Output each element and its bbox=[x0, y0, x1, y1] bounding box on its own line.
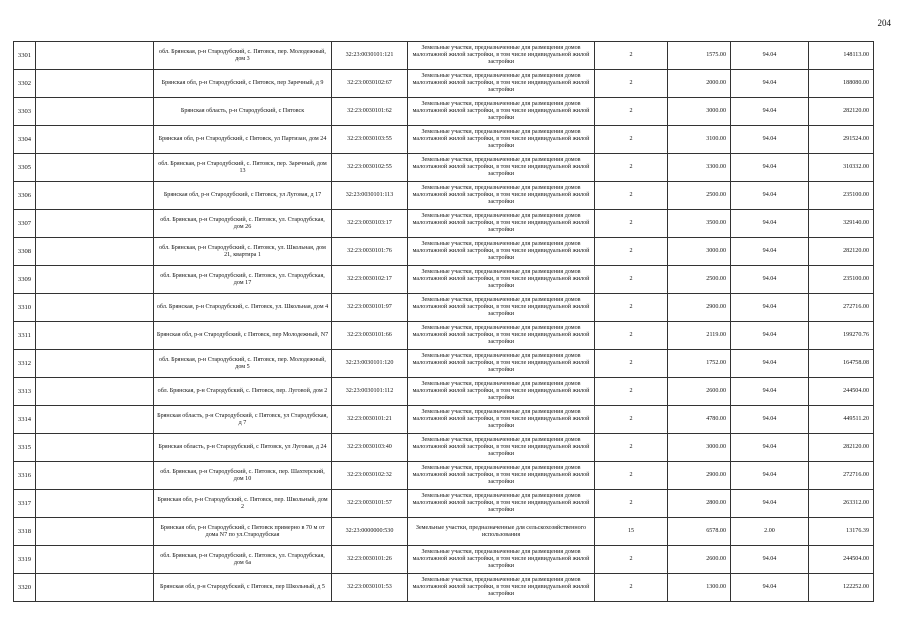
specific-value-cell: 94.04 bbox=[731, 406, 809, 434]
cadastral-value-cell: 263312.00 bbox=[809, 490, 874, 518]
cadastral-number-cell: 32:23:0000000:530 bbox=[332, 518, 408, 546]
table-row bbox=[14, 70, 874, 98]
cadastral-number-cell: 32:23:0030103:55 bbox=[332, 126, 408, 154]
specific-value-cell: 94.04 bbox=[731, 210, 809, 238]
row-number-cell: 3318 bbox=[14, 518, 36, 546]
table-row bbox=[14, 182, 874, 210]
table-row bbox=[14, 294, 874, 322]
empty-cell bbox=[36, 574, 154, 602]
area-cell: 1575.00 bbox=[668, 42, 731, 70]
land-use-cell: Земельные участки, предназначенные для размещения домов малоэтажной жилой застройки, в том числе индивидуальной жилой застройки bbox=[408, 434, 595, 462]
specific-value-cell: 94.04 bbox=[731, 322, 809, 350]
group-cell: 2 bbox=[595, 210, 668, 238]
group-cell: 2 bbox=[595, 42, 668, 70]
land-use-cell: Земельные участки, предназначенные для размещения домов малоэтажной жилой застройки, в том числе индивидуальной жилой застройки bbox=[408, 98, 595, 126]
land-use-cell: Земельные участки, предназначенные для размещения домов малоэтажной жилой застройки, в том числе индивидуальной жилой застройки bbox=[408, 378, 595, 406]
area-cell: 2500.00 bbox=[668, 266, 731, 294]
area-cell: 3000.00 bbox=[668, 434, 731, 462]
row-number-cell: 3320 bbox=[14, 574, 36, 602]
page-number: 204 bbox=[877, 18, 891, 28]
land-use-cell: Земельные участки, предназначенные для размещения домов малоэтажной жилой застройки, в том числе индивидуальной жилой застройки bbox=[408, 322, 595, 350]
empty-cell bbox=[36, 266, 154, 294]
group-cell: 2 bbox=[595, 322, 668, 350]
group-cell: 2 bbox=[595, 238, 668, 266]
cadastral-number-cell: 32:23:0030101:97 bbox=[332, 294, 408, 322]
cadastral-value-cell: 122252.00 bbox=[809, 574, 874, 602]
empty-cell bbox=[36, 434, 154, 462]
cadastral-number-cell: 32:23:0030102:32 bbox=[332, 462, 408, 490]
cadastral-number-cell: 32:23:0030101:66 bbox=[332, 322, 408, 350]
area-cell: 2119.00 bbox=[668, 322, 731, 350]
row-number-cell: 3311 bbox=[14, 322, 36, 350]
table-row bbox=[14, 238, 874, 266]
table-row bbox=[14, 266, 874, 294]
cadastral-value-cell: 244504.00 bbox=[809, 546, 874, 574]
specific-value-cell: 94.04 bbox=[731, 154, 809, 182]
cadastral-number-cell: 32:23:0030101:76 bbox=[332, 238, 408, 266]
specific-value-cell: 94.04 bbox=[731, 546, 809, 574]
cadastral-number-cell: 32:23:0030101:113 bbox=[332, 182, 408, 210]
group-cell: 2 bbox=[595, 434, 668, 462]
empty-cell bbox=[36, 210, 154, 238]
row-number-cell: 3315 bbox=[14, 434, 36, 462]
land-use-cell: Земельные участки, предназначенные для размещения домов малоэтажной жилой застройки, в том числе индивидуальной жилой застройки bbox=[408, 238, 595, 266]
empty-cell bbox=[36, 462, 154, 490]
cadastral-value-cell: 148113.00 bbox=[809, 42, 874, 70]
table-row bbox=[14, 98, 874, 126]
land-use-cell: Земельные участки, предназначенные для размещения домов малоэтажной жилой застройки, в том числе индивидуальной жилой застройки bbox=[408, 182, 595, 210]
address-cell: обл. Брянская, р-н Стародубский, с. Пятовск, пер. Заречный, дом 13 bbox=[154, 154, 332, 182]
row-number-cell: 3313 bbox=[14, 378, 36, 406]
address-cell: Брянская область, р-н Стародубский, с Пятовск, ул Луговая, д 24 bbox=[154, 434, 332, 462]
group-cell: 15 bbox=[595, 518, 668, 546]
address-cell: Брянская область, р-н Стародубский, с Пятовск bbox=[154, 98, 332, 126]
cadastral-number-cell: 32:23:0030101:121 bbox=[332, 42, 408, 70]
row-number-cell: 3307 bbox=[14, 210, 36, 238]
row-number-cell: 3317 bbox=[14, 490, 36, 518]
row-number-cell: 3308 bbox=[14, 238, 36, 266]
empty-cell bbox=[36, 350, 154, 378]
group-cell: 2 bbox=[595, 294, 668, 322]
address-cell: обл. Брянская, р-н Стародубский, с. Пятовск, ул. Стародубская, дом 6а bbox=[154, 546, 332, 574]
cadastral-value-cell: 235100.00 bbox=[809, 182, 874, 210]
group-cell: 2 bbox=[595, 126, 668, 154]
land-use-cell: Земельные участки, предназначенные для размещения домов малоэтажной жилой застройки, в том числе индивидуальной жилой застройки bbox=[408, 42, 595, 70]
row-number-cell: 3316 bbox=[14, 462, 36, 490]
area-cell: 2600.00 bbox=[668, 546, 731, 574]
cadastral-number-cell: 32:23:0030101:57 bbox=[332, 490, 408, 518]
area-cell: 3500.00 bbox=[668, 210, 731, 238]
table-row bbox=[14, 546, 874, 574]
table-row bbox=[14, 322, 874, 350]
address-cell: Брянская обл, р-н Стародубский, с. Пятовск, пер. Школьный, дом 2 bbox=[154, 490, 332, 518]
address-cell: Брянская обл, р-н Стародубский, с Пятовск, пер Заречный, д 9 bbox=[154, 70, 332, 98]
row-number-cell: 3314 bbox=[14, 406, 36, 434]
cadastral-number-cell: 32:23:0030101:112 bbox=[332, 378, 408, 406]
address-cell: Брянская обл, р-н Стародубский, с Пятовск, пер Школьный, д 5 bbox=[154, 574, 332, 602]
group-cell: 2 bbox=[595, 182, 668, 210]
table-row bbox=[14, 378, 874, 406]
table-row bbox=[14, 210, 874, 238]
area-cell: 2600.00 bbox=[668, 378, 731, 406]
address-cell: Брянская обл, р-н Стародубский, с Пятовск, ул Луговая, д 17 bbox=[154, 182, 332, 210]
land-use-cell: Земельные участки, предназначенные для размещения домов малоэтажной жилой застройки, в том числе индивидуальной жилой застройки bbox=[408, 70, 595, 98]
specific-value-cell: 94.04 bbox=[731, 434, 809, 462]
land-use-cell: Земельные участки, предназначенные для размещения домов малоэтажной жилой застройки, в том числе индивидуальной жилой застройки bbox=[408, 462, 595, 490]
address-cell: обл. Брянская, р-н Стародубский, с. Пятовск, пер. Молодежный, дом 5 bbox=[154, 350, 332, 378]
table-row bbox=[14, 154, 874, 182]
empty-cell bbox=[36, 42, 154, 70]
table-row bbox=[14, 462, 874, 490]
table-row bbox=[14, 42, 874, 70]
cadastral-value-cell: 272716.00 bbox=[809, 462, 874, 490]
land-use-cell: Земельные участки, предназначенные для размещения домов малоэтажной жилой застройки, в том числе индивидуальной жилой застройки bbox=[408, 154, 595, 182]
cadastral-number-cell: 32:23:0030102:67 bbox=[332, 70, 408, 98]
empty-cell bbox=[36, 98, 154, 126]
row-number-cell: 3302 bbox=[14, 70, 36, 98]
group-cell: 2 bbox=[595, 406, 668, 434]
address-cell: Брянская обл, р-н Стародубский, с Пятовск примерно в 70 м от дома N7 по ул.Стародубская bbox=[154, 518, 332, 546]
specific-value-cell: 94.04 bbox=[731, 462, 809, 490]
cadastral-value-cell: 164758.08 bbox=[809, 350, 874, 378]
area-cell: 6578.00 bbox=[668, 518, 731, 546]
cadastral-value-cell: 449511.20 bbox=[809, 406, 874, 434]
land-use-cell: Земельные участки, предназначенные для размещения домов малоэтажной жилой застройки, в том числе индивидуальной жилой застройки bbox=[408, 574, 595, 602]
land-use-cell: Земельные участки, предназначенные для размещения домов малоэтажной жилой застройки, в том числе индивидуальной жилой застройки bbox=[408, 266, 595, 294]
land-use-cell: Земельные участки, предназначенные для размещения домов малоэтажной жилой застройки, в том числе индивидуальной жилой застройки bbox=[408, 546, 595, 574]
address-cell: обл. Брянская, р-н Стародубский, с. Пятовск, ул. Школьная, дом 21, квартира 1 bbox=[154, 238, 332, 266]
area-cell: 2800.00 bbox=[668, 490, 731, 518]
specific-value-cell: 94.04 bbox=[731, 378, 809, 406]
address-cell: Брянская область, р-н Стародубский, с Пятовск, ул Стародубская, д 7 bbox=[154, 406, 332, 434]
empty-cell bbox=[36, 490, 154, 518]
specific-value-cell: 94.04 bbox=[731, 294, 809, 322]
empty-cell bbox=[36, 238, 154, 266]
group-cell: 2 bbox=[595, 378, 668, 406]
cadastral-value-cell: 13176.39 bbox=[809, 518, 874, 546]
cadastral-number-cell: 32:23:0030101:120 bbox=[332, 350, 408, 378]
specific-value-cell: 94.04 bbox=[731, 42, 809, 70]
area-cell: 4780.00 bbox=[668, 406, 731, 434]
land-use-cell: Земельные участки, предназначенные для сельскохозяйственного использования bbox=[408, 518, 595, 546]
cadastral-value-cell: 272716.00 bbox=[809, 294, 874, 322]
cadastral-value-table bbox=[13, 41, 874, 602]
cadastral-number-cell: 32:23:0030101:53 bbox=[332, 574, 408, 602]
address-cell: обл. Брянская, р-н Стародубский, с. Пятовск, пер. Шахтерский, дом 10 bbox=[154, 462, 332, 490]
cadastral-value-cell: 282120.00 bbox=[809, 98, 874, 126]
cadastral-value-cell: 244504.00 bbox=[809, 378, 874, 406]
cadastral-number-cell: 32:23:0030102:55 bbox=[332, 154, 408, 182]
cadastral-number-cell: 32:23:0030101:21 bbox=[332, 406, 408, 434]
specific-value-cell: 94.04 bbox=[731, 266, 809, 294]
cadastral-value-cell: 235100.00 bbox=[809, 266, 874, 294]
address-cell: обл. Брянская, р-н Стародубский, с. Пятовск, пер. Луговой, дом 2 bbox=[154, 378, 332, 406]
land-use-cell: Земельные участки, предназначенные для размещения домов малоэтажной жилой застройки, в том числе индивидуальной жилой застройки bbox=[408, 210, 595, 238]
specific-value-cell: 94.04 bbox=[731, 350, 809, 378]
cadastral-number-cell: 32:23:0030103:40 bbox=[332, 434, 408, 462]
group-cell: 2 bbox=[595, 350, 668, 378]
specific-value-cell: 94.04 bbox=[731, 70, 809, 98]
area-cell: 2500.00 bbox=[668, 182, 731, 210]
empty-cell bbox=[36, 70, 154, 98]
cadastral-value-cell: 310332.00 bbox=[809, 154, 874, 182]
empty-cell bbox=[36, 154, 154, 182]
row-number-cell: 3304 bbox=[14, 126, 36, 154]
group-cell: 2 bbox=[595, 154, 668, 182]
specific-value-cell: 94.04 bbox=[731, 98, 809, 126]
table-row bbox=[14, 350, 874, 378]
group-cell: 2 bbox=[595, 462, 668, 490]
row-number-cell: 3309 bbox=[14, 266, 36, 294]
group-cell: 2 bbox=[595, 546, 668, 574]
specific-value-cell: 94.04 bbox=[731, 490, 809, 518]
specific-value-cell: 94.04 bbox=[731, 238, 809, 266]
group-cell: 2 bbox=[595, 98, 668, 126]
group-cell: 2 bbox=[595, 574, 668, 602]
land-use-cell: Земельные участки, предназначенные для размещения домов малоэтажной жилой застройки, в том числе индивидуальной жилой застройки bbox=[408, 126, 595, 154]
area-cell: 2900.00 bbox=[668, 462, 731, 490]
land-use-cell: Земельные участки, предназначенные для размещения домов малоэтажной жилой застройки, в том числе индивидуальной жилой застройки bbox=[408, 350, 595, 378]
group-cell: 2 bbox=[595, 266, 668, 294]
land-use-cell: Земельные участки, предназначенные для размещения домов малоэтажной жилой застройки, в том числе индивидуальной жилой застройки bbox=[408, 294, 595, 322]
address-cell: Брянская обл, р-н Стародубский, с Пятовск, ул Партизан, дом 24 bbox=[154, 126, 332, 154]
group-cell: 2 bbox=[595, 490, 668, 518]
cadastral-number-cell: 32:23:0030101:62 bbox=[332, 98, 408, 126]
area-cell: 3100.00 bbox=[668, 126, 731, 154]
table-row bbox=[14, 126, 874, 154]
specific-value-cell: 94.04 bbox=[731, 182, 809, 210]
cadastral-number-cell: 32:23:0030101:26 bbox=[332, 546, 408, 574]
row-number-cell: 3310 bbox=[14, 294, 36, 322]
area-cell: 2900.00 bbox=[668, 294, 731, 322]
address-cell: Брянская обл, р-н Стародубский, с Пятовск, пер Молодежный, N7 bbox=[154, 322, 332, 350]
land-use-cell: Земельные участки, предназначенные для размещения домов малоэтажной жилой застройки, в том числе индивидуальной жилой застройки bbox=[408, 406, 595, 434]
address-cell: обл. Брянская, р-н Стародубский, с. Пятовск, пер. Молодежный, дом 3 bbox=[154, 42, 332, 70]
row-number-cell: 3319 bbox=[14, 546, 36, 574]
specific-value-cell: 94.04 bbox=[731, 574, 809, 602]
specific-value-cell: 2.00 bbox=[731, 518, 809, 546]
row-number-cell: 3301 bbox=[14, 42, 36, 70]
empty-cell bbox=[36, 546, 154, 574]
table-row bbox=[14, 490, 874, 518]
area-cell: 3000.00 bbox=[668, 238, 731, 266]
table-row bbox=[14, 406, 874, 434]
empty-cell bbox=[36, 406, 154, 434]
cadastral-value-cell: 282120.00 bbox=[809, 434, 874, 462]
cadastral-value-cell: 329140.00 bbox=[809, 210, 874, 238]
cadastral-value-cell: 291524.00 bbox=[809, 126, 874, 154]
address-cell: обл. Брянская, р-н Стародубский, с. Пятовск, ул. Стародубская, дом 26 bbox=[154, 210, 332, 238]
empty-cell bbox=[36, 378, 154, 406]
area-cell: 2000.00 bbox=[668, 70, 731, 98]
empty-cell bbox=[36, 294, 154, 322]
area-cell: 1752.00 bbox=[668, 350, 731, 378]
row-number-cell: 3303 bbox=[14, 98, 36, 126]
empty-cell bbox=[36, 126, 154, 154]
row-number-cell: 3305 bbox=[14, 154, 36, 182]
empty-cell bbox=[36, 518, 154, 546]
table-row bbox=[14, 574, 874, 602]
cadastral-value-cell: 188080.00 bbox=[809, 70, 874, 98]
cadastral-number-cell: 32:23:0030103:17 bbox=[332, 210, 408, 238]
area-cell: 3300.00 bbox=[668, 154, 731, 182]
empty-cell bbox=[36, 182, 154, 210]
table-row bbox=[14, 434, 874, 462]
address-cell: обл. Брянская, р-н Стародубский, с. Пятовск, ул. Стародубская, дом 17 bbox=[154, 266, 332, 294]
specific-value-cell: 94.04 bbox=[731, 126, 809, 154]
land-use-cell: Земельные участки, предназначенные для размещения домов малоэтажной жилой застройки, в том числе индивидуальной жилой застройки bbox=[408, 490, 595, 518]
cadastral-value-cell: 282120.00 bbox=[809, 238, 874, 266]
row-number-cell: 3312 bbox=[14, 350, 36, 378]
address-cell: обл. Брянская, р-н Стародубский, с. Пятовск, ул. Школьная, дом 4 bbox=[154, 294, 332, 322]
area-cell: 1300.00 bbox=[668, 574, 731, 602]
cadastral-number-cell: 32:23:0030102:17 bbox=[332, 266, 408, 294]
cadastral-value-cell: 199270.76 bbox=[809, 322, 874, 350]
table-row bbox=[14, 518, 874, 546]
row-number-cell: 3306 bbox=[14, 182, 36, 210]
area-cell: 3000.00 bbox=[668, 98, 731, 126]
empty-cell bbox=[36, 322, 154, 350]
group-cell: 2 bbox=[595, 70, 668, 98]
